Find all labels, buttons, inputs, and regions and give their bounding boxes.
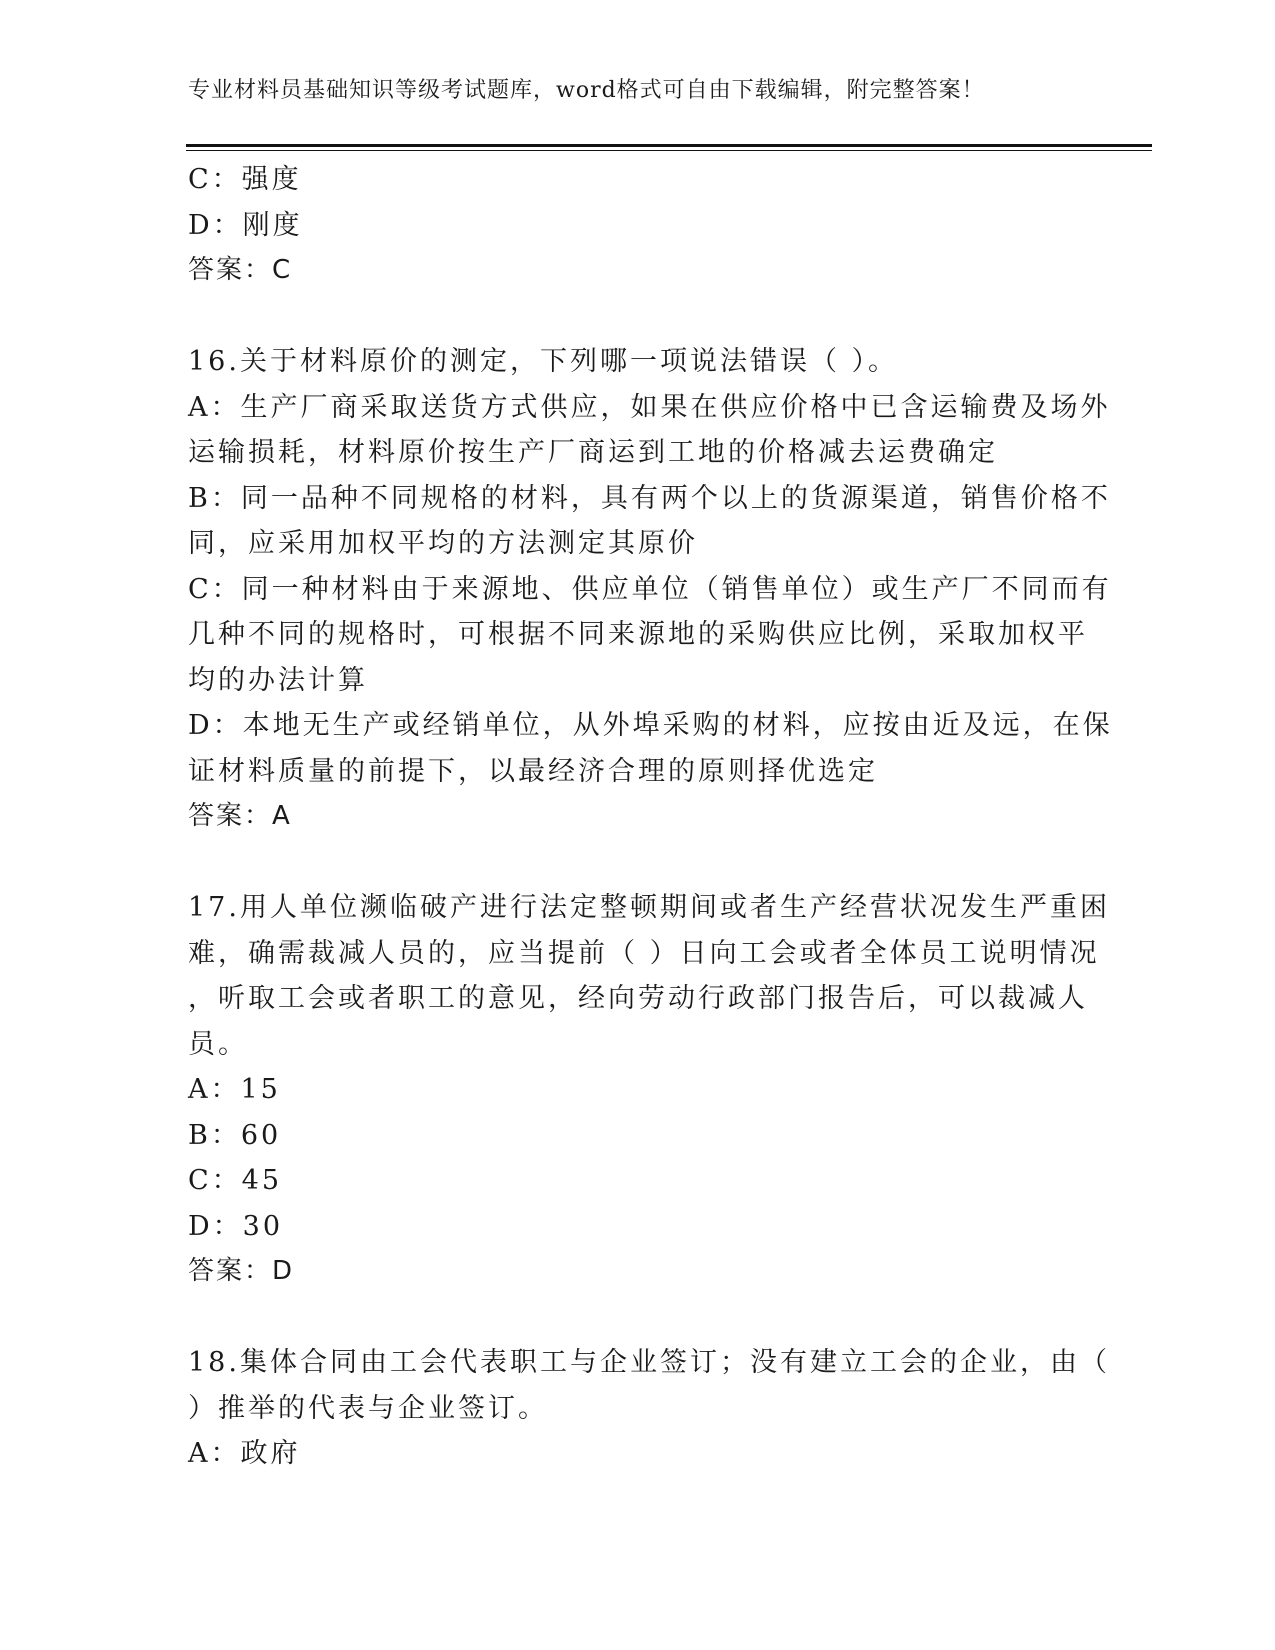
spacer (188, 1295, 1088, 1341)
question-stem: 17.用人单位濒临破产进行法定整顿期间或者生产经营状况发生严重困 (188, 892, 1110, 923)
option-line: 均的办法计算 (188, 664, 368, 696)
question-stem: ，听取工会或者职工的意见，经向劳动行政部门报告后，可以裁减人 (188, 983, 1088, 1014)
option-line: 运输损耗，材料原价按生产厂商运到工地的价格减去运费确定 (188, 437, 998, 468)
question-content (188, 157, 1113, 1477)
spacer (188, 840, 1088, 886)
header-rule (186, 144, 1152, 147)
option-line: C：45 (188, 1165, 283, 1196)
header-rule-thin (186, 150, 1152, 151)
answer-line: 答案：A (188, 801, 292, 831)
question-stem: 18.集体合同由工会代表职工与企业签订；没有建立工会的企业，由（ (188, 1347, 1110, 1378)
option-line: A：政府 (188, 1438, 301, 1469)
spacer (188, 294, 1088, 340)
option-line: 几种不同的规格时，可根据不同来源地的采购供应比例，采取加权平 (188, 619, 1088, 650)
option-line: D：本地无生产或经销单位，从外埠采购的材料，应按由近及远，在保 (188, 710, 1113, 741)
option-line: 同，应采用加权平均的方法测定其原价 (188, 528, 698, 559)
question-stem: ）推举的代表与企业签订。 (188, 1392, 548, 1424)
page-header: 专业材料员基础知识等级考试题库，word格式可自由下载编辑，附完整答案！ (188, 78, 985, 103)
option-line: A：生产厂商采取送货方式供应，如果在供应价格中已含运输费及场外 (188, 391, 1111, 423)
option-line: B：同一品种不同规格的材料，具有两个以上的货源渠道，销售价格不 (188, 482, 1111, 514)
question-stem: 员。 (188, 1028, 248, 1060)
option-line: B：60 (188, 1119, 282, 1151)
answer-line: 答案：C (188, 255, 293, 285)
question-stem: 16.关于材料原价的测定，下列哪一项说法错误（ ）。 (188, 346, 899, 377)
option-line: C：强度 (188, 164, 302, 195)
answer-line: 答案：D (188, 1256, 295, 1286)
option-line: A：15 (188, 1074, 281, 1105)
option-line: D：刚度 (188, 209, 303, 241)
option-line: D：30 (188, 1210, 284, 1242)
option-line: 证材料质量的前提下，以最经济合理的原则择优选定 (188, 755, 878, 787)
question-stem: 难，确需裁减人员的，应当提前（ ）日向工会或者全体员工说明情况 (188, 937, 1100, 969)
option-line: C：同一种材料由于来源地、供应单位（销售单位）或生产厂不同而有 (188, 573, 1112, 605)
